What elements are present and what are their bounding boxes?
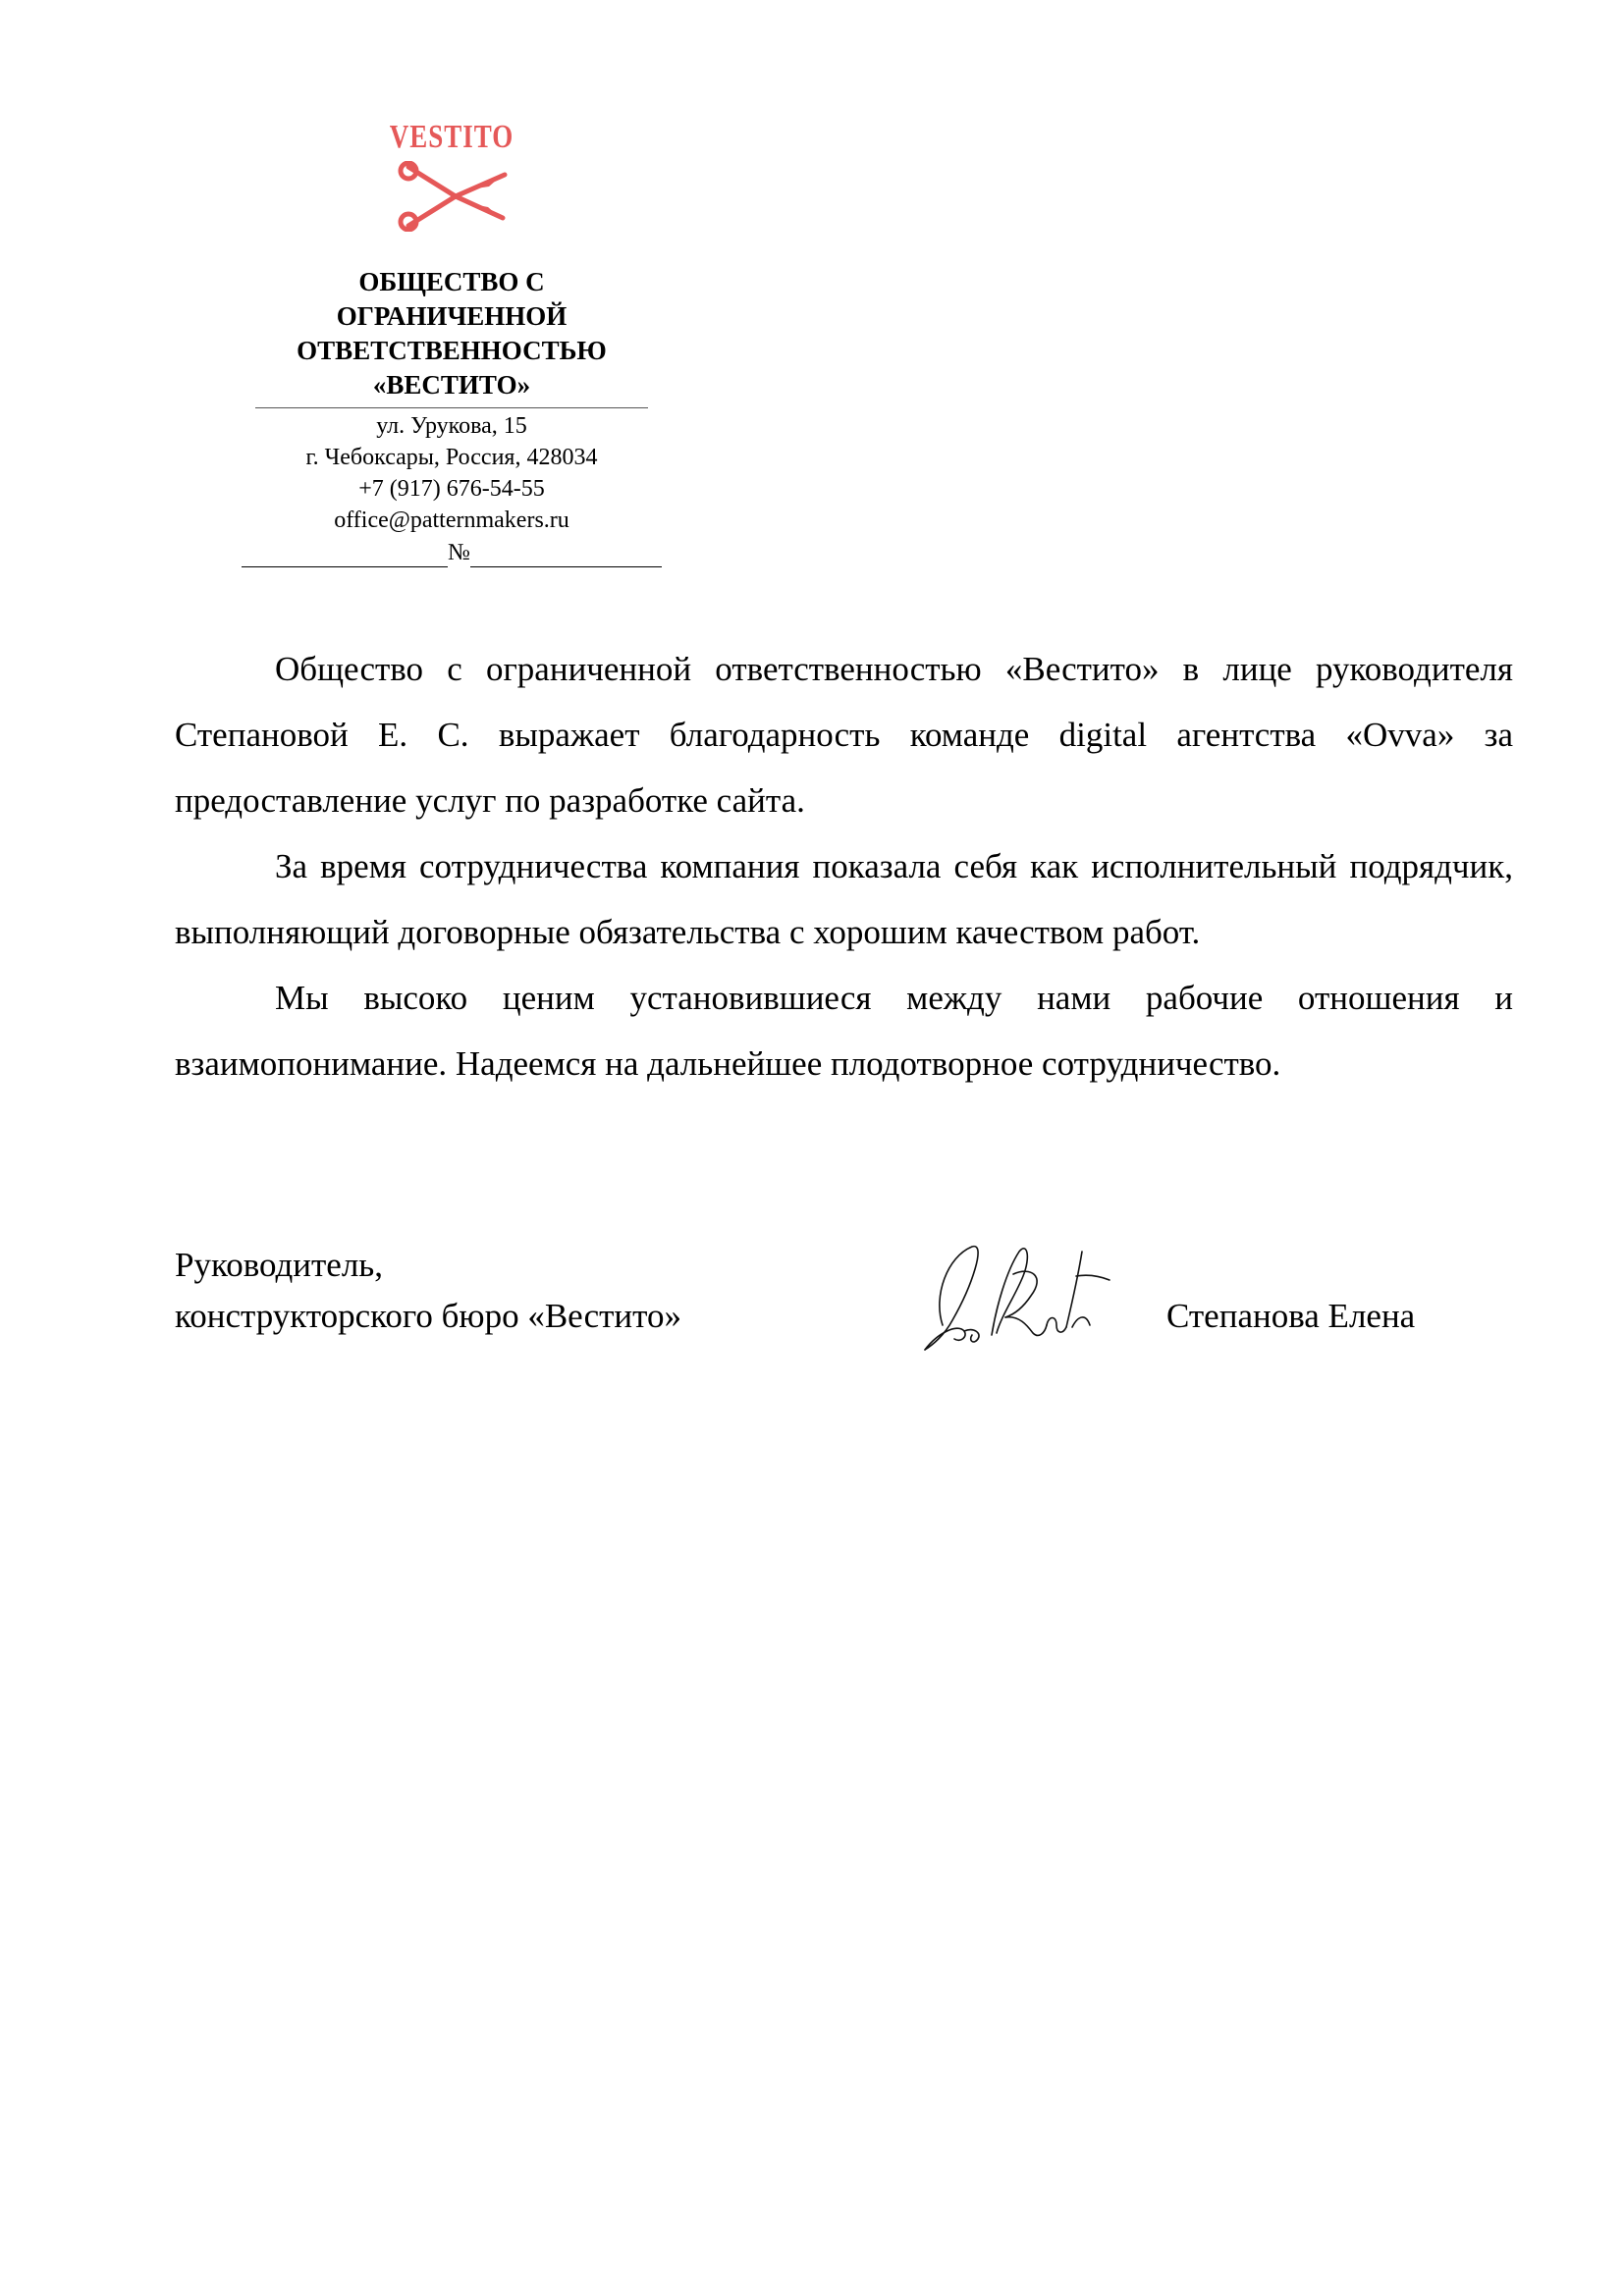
scissors-icon [395,161,513,232]
role-line: конструкторского бюро «Вестито» [175,1297,681,1335]
logo-wordmark: VESTITO [389,118,514,155]
org-name-line: ОБЩЕСТВО С [358,267,545,296]
org-details [226,265,677,567]
org-name-line: ОГРАНИЧЕННОЙ [336,301,568,331]
org-name-line: «ВЕСТИТО» [372,370,531,400]
number-sign: № [448,540,470,565]
reference-number-line [226,538,677,567]
letterhead [226,118,677,565]
address-email: office@patternmakers.ru [334,507,569,533]
body-paragraph: За время сотрудничества компания показала себя как исполнительный подрядчик, выполняющий договорные обязательства с хорошим качеством работ. [175,847,1513,951]
org-name-line: ОТВЕТСТВЕННОСТЬЮ [297,336,607,365]
reference-date-blank [242,545,448,567]
reference-number-blank [470,545,662,567]
address-phone: +7 (917) 676-54-55 [358,476,545,502]
handwritten-signature [903,1217,1114,1364]
body-paragraph: Мы высоко ценим установившиеся между нами рабочие отношения и взаимопонимание. Надеемся на дальнейшее плодотворное сотрудничество. [175,979,1513,1083]
letterhead-divider [255,407,648,408]
signatory-name: Степанова Елена [1166,1297,1416,1335]
address-street: ул. Урукова, 15 [376,413,527,439]
address-city: г. Чебоксары, Россия, 428034 [305,445,598,470]
company-logo [226,118,677,236]
org-address [226,410,677,536]
org-name [226,265,677,402]
letter-body [175,636,1513,1096]
signatory-role [175,1240,681,1342]
body-paragraph: Общество с ограниченной ответственностью «Вестито» в лице руководителя Степановой Е. С. выражает благодарность команде digital агентства «Ovva» за предоставление услуг по разработке сайта. [175,650,1513,820]
role-line: Руководитель, [175,1246,384,1284]
